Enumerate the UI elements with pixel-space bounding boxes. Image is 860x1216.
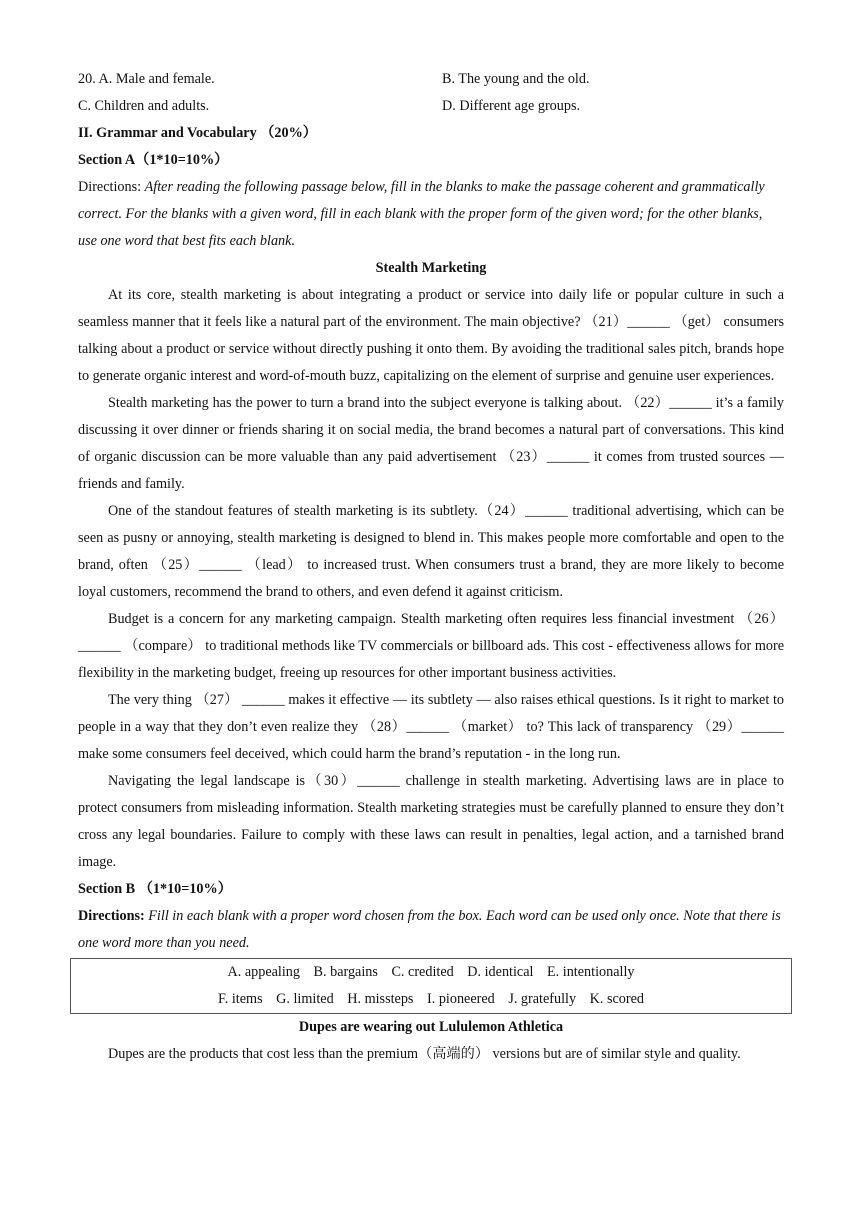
section-a-heading: Section A（1*10=10%） bbox=[78, 152, 229, 168]
word-option: H. missteps bbox=[347, 991, 414, 1007]
question-20-options-row1 bbox=[78, 66, 784, 93]
word-option: A. appealing bbox=[227, 964, 300, 980]
word-option: B. bargains bbox=[313, 964, 378, 980]
option-c: C. Children and adults. bbox=[78, 98, 210, 114]
word-option: F. items bbox=[218, 991, 263, 1007]
passage-paragraph: Budget is a concern for any marketing campaign. Stealth marketing often requires less financial investment （26）______ （compare） to traditional methods like TV commercials or billboard ads. This cost - effectiveness allows for more flexibility in the marketing budget, freeing up resources for other important business activities. bbox=[78, 611, 784, 681]
section-b-directions bbox=[78, 903, 784, 957]
directions-text: After reading the following passage below, fill in the blanks to make the passage coherent and grammatically correct. For the blanks with a given word, fill in each blank with the proper form of the given word; for the other blanks, use one word that best fits each blank. bbox=[78, 179, 765, 249]
word-option: G. limited bbox=[276, 991, 334, 1007]
passage-paragraph: Navigating the legal landscape is（30）______ challenge in stealth marketing. Advertising laws are in place to protect consumers from misleading information. Stealth marketing strategies must be carefully planned to ensure they don’t cross any legal boundaries. Failure to comply with these laws can result in penalties, legal action, and a tarnished brand image. bbox=[78, 773, 784, 870]
word-option: I. pioneered bbox=[427, 991, 495, 1007]
passage-paragraph: Stealth marketing has the power to turn a brand into the subject everyone is talking about. （22）______ it’s a family discussing it over dinner or friends sharing it on social media, the brand becomes a natural part of conversations. This kind of organic discussion can be more valuable than any paid advertisement （23）______ it comes from trusted sources — friends and family. bbox=[78, 395, 784, 492]
passage-title: Stealth Marketing bbox=[375, 260, 487, 276]
passage-paragraph: At its core, stealth marketing is about integrating a product or service into daily life or popular culture in such a seamless manner that it feels like a natural part of the environment. The main objective? （21）______ （get） consumers talking about a product or service without directly pushing it onto them. By avoiding the traditional sales pitch, brands hope to generate organic interest and word-of-mouth buzz, capitalizing on the element of surprise and genuine user experiences. bbox=[78, 287, 784, 384]
word-bank-row bbox=[79, 959, 783, 986]
word-option: K. scored bbox=[589, 991, 644, 1007]
section-b-passage-title: Dupes are wearing out Lululemon Athletica bbox=[298, 1019, 564, 1035]
section-a-directions bbox=[78, 174, 784, 255]
directions-label: Directions: bbox=[78, 908, 149, 924]
option-d: D. Different age groups. bbox=[442, 98, 581, 114]
directions-label: Directions: bbox=[78, 179, 145, 195]
word-bank-box bbox=[70, 958, 792, 1014]
section-b-first-line: Dupes are the products that cost less than the premium（高端的） versions but are of similar style and quality. bbox=[108, 1046, 741, 1062]
question-20-options-row2 bbox=[78, 93, 784, 120]
word-option: D. identical bbox=[467, 964, 534, 980]
directions-text: Fill in each blank with a proper word chosen from the box. Each word can be used only once. Note that there is one word more than you need. bbox=[78, 908, 781, 951]
worksheet-page bbox=[78, 66, 784, 1068]
option-b: B. The young and the old. bbox=[442, 71, 590, 87]
word-option: J. gratefully bbox=[508, 991, 577, 1007]
part-2-heading: II. Grammar and Vocabulary （20%） bbox=[78, 125, 317, 141]
passage-paragraph: The very thing （27） ______ makes it effective — its subtlety — also raises ethical questions. Is it right to market to people in a way that they don’t even realize they （28）______ （market） to? This lack of transparency （29）______ make some consumers feel deceived, which could harm the brand’s reputation - in the long run. bbox=[78, 692, 784, 762]
section-b-heading: Section B （1*10=10%） bbox=[78, 881, 232, 897]
option-a: 20. A. Male and female. bbox=[78, 71, 215, 87]
word-option: E. intentionally bbox=[547, 964, 635, 980]
word-option: C. credited bbox=[391, 964, 454, 980]
passage-paragraph: One of the standout features of stealth marketing is its subtlety.（24）______ traditional advertising, which can be seen as pusny or annoying, stealth marketing is designed to blend in. This makes people more comfortable and open to the brand, often （25）______ （lead） to increased trust. When consumers trust a brand, they are more likely to become loyal customers, recommend the brand to others, and even defend it against criticism. bbox=[78, 503, 784, 600]
word-bank-row bbox=[79, 986, 783, 1013]
